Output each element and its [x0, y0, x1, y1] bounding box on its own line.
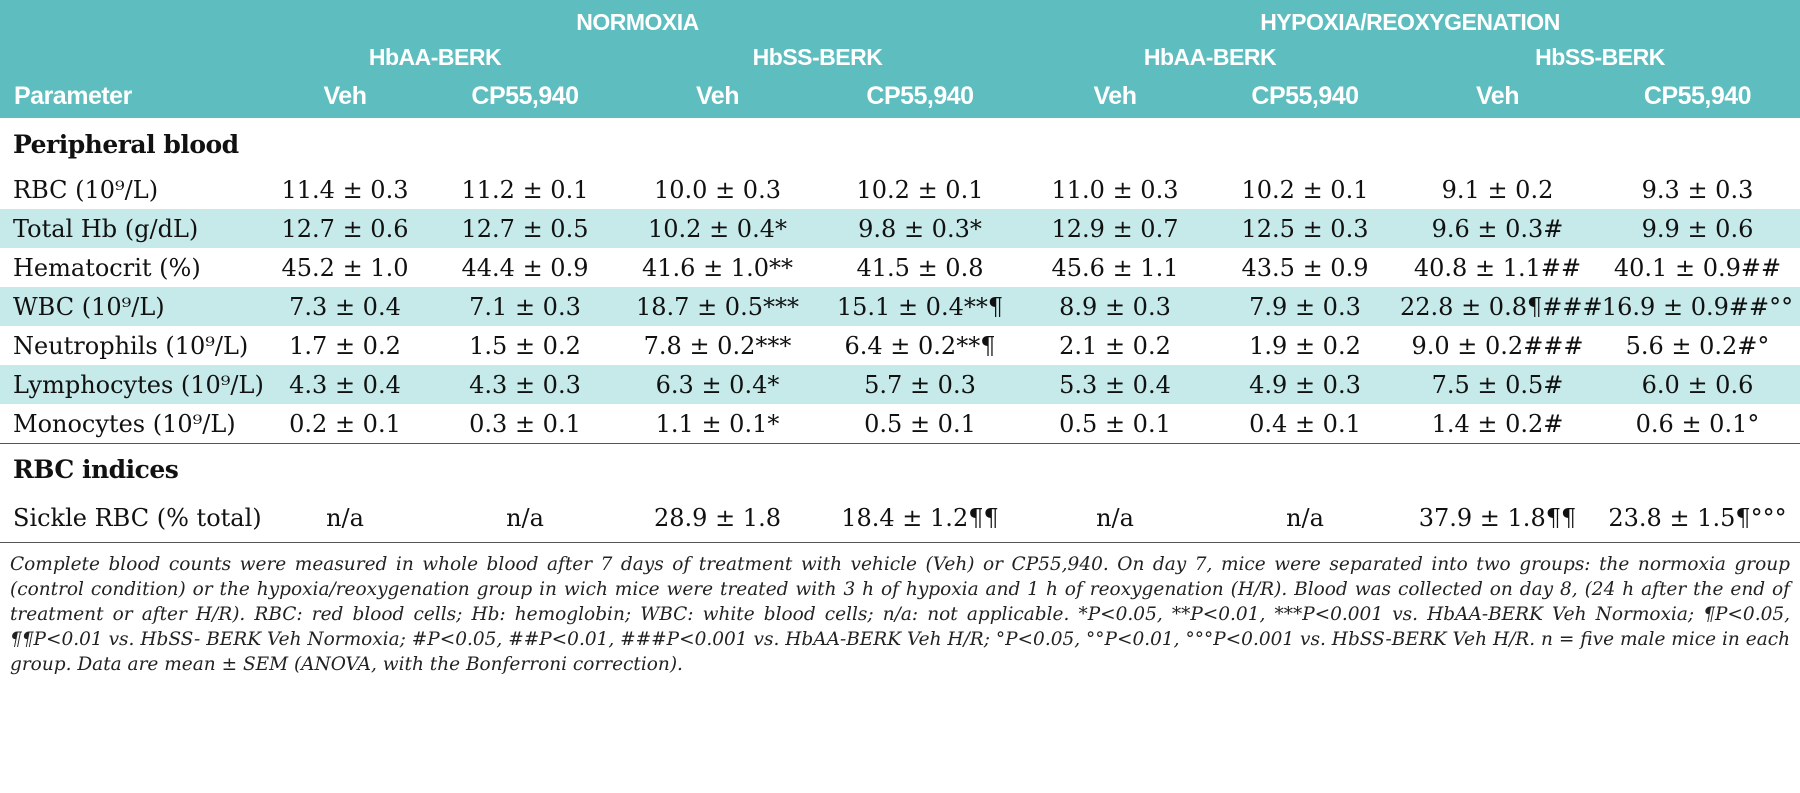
table-cell: 10.2 ± 0.1: [856, 175, 984, 204]
header-empty-cell: [0, 40, 255, 74]
table-cell: 9.9 ± 0.6: [1641, 214, 1754, 243]
table-cell: 10.2 ± 0.1: [1241, 175, 1369, 204]
table-cell: 15.1 ± 0.4**¶: [836, 292, 1004, 321]
table-cell: 11.4 ± 0.3: [281, 175, 409, 204]
table-cell: 9.3 ± 0.3: [1641, 175, 1754, 204]
table-cell: 0.5 ± 0.1: [1059, 409, 1171, 438]
footnote-text: Complete blood counts were measured in whole blood after 7 days of treatment with vehicle (Veh) or CP55,940. On day 7, mice were separated into two groups: the normoxia group (control condition) or the hypoxia/reoxygenation group in wich mice were treated with 3 h of hypoxia and 1 h of reoxygenation (H/R). Blood was collected on day 8, (24 h after the end of treatment or after H/R). RBC: red blood cells; Hb: hemoglobin; WBC: white blood cells; n/a: not applicable. *P<0.05, **P<0.01, ***P<0.001 vs. HbAA-BERK Veh Normoxia; ¶P<0.05, ¶¶P<0.01 vs. HbSS- BERK Veh Normoxia; #P<0.05, ##P<0.01, ###P<0.001 vs. HbAA-BERK Veh H/R; °P<0.05, °°P<0.01, °°°P<0.001 vs. HbSS-BERK Veh H/R. n = five male mice in each group. Data are mean ± SEM (ANOVA, with the Bonferroni correction).: [10, 554, 1790, 675]
section-row-peripheral-blood: [0, 118, 1800, 170]
table-cell: n/a: [1020, 494, 1210, 543]
table-cell: 37.9 ± 1.8¶¶: [1400, 494, 1595, 543]
table-cell: 5.7 ± 0.3: [864, 370, 976, 399]
header-subgroup-hbaa-normoxia: HbAA-BERK: [368, 44, 502, 70]
table-cell: 4.3 ± 0.3: [469, 370, 581, 399]
table-cell: 7.8 ± 0.2***: [643, 331, 792, 360]
table-cell: 4.3 ± 0.4: [289, 370, 401, 399]
table-cell: 9.1 ± 0.2: [1441, 175, 1554, 204]
table-header: [0, 0, 1800, 118]
table-cell: 10.2 ± 0.4*: [648, 214, 787, 243]
table-cell: 12.5 ± 0.3: [1241, 214, 1369, 243]
table-cell: n/a: [435, 494, 615, 543]
row-label: Sickle RBC (% total): [0, 494, 255, 543]
table-cell: 2.1 ± 0.2: [1059, 331, 1171, 360]
header-row-groups: [0, 0, 1800, 40]
table-cell: 45.6 ± 1.1: [1051, 253, 1179, 282]
table-cell: 9.6 ± 0.3#: [1431, 214, 1564, 243]
table-cell: 10.0 ± 0.3: [654, 175, 781, 204]
table-cell: 11.0 ± 0.3: [1051, 175, 1179, 204]
table-cell: 1.1 ± 0.1*: [655, 409, 780, 438]
table-row: [0, 170, 1800, 209]
header-subgroup-hbss-normoxia: HbSS-BERK: [752, 44, 883, 70]
table-cell: 1.4 ± 0.2#: [1431, 409, 1564, 438]
table-footnote: [0, 543, 1800, 677]
table-cell: 9.0 ± 0.2###: [1411, 331, 1584, 360]
table-cell: 1.7 ± 0.2: [289, 331, 401, 360]
table-cell: 6.0 ± 0.6: [1641, 370, 1754, 399]
table-cell: 16.9 ± 0.9##°°: [1601, 292, 1794, 321]
header-col-cp55940: CP55,940: [1643, 82, 1752, 110]
header-subgroup-hbaa-hr: HbAA-BERK: [1143, 44, 1277, 70]
table-cell: 11.2 ± 0.1: [461, 175, 589, 204]
table-row: [0, 326, 1800, 365]
table-cell: 12.7 ± 0.6: [281, 214, 409, 243]
table-row: [0, 287, 1800, 326]
header-row-columns: [0, 74, 1800, 118]
table-cell: 0.4 ± 0.1: [1249, 409, 1361, 438]
table-row: [0, 365, 1800, 404]
header-empty-cell: [0, 0, 255, 40]
row-label: Lymphocytes (10⁹/L): [13, 370, 264, 399]
section-row-rbc-indices: [0, 444, 1800, 495]
table-cell: 7.5 ± 0.5#: [1431, 370, 1564, 399]
table-cell: 43.5 ± 0.9: [1241, 253, 1369, 282]
table-cell: 44.4 ± 0.9: [461, 253, 589, 282]
table-cell: 0.6 ± 0.1°: [1635, 409, 1760, 438]
header-col-cp55940: CP55,940: [866, 82, 974, 110]
header-group-hypoxia-reoxygenation: HYPOXIA/REOXYGENATION: [1260, 9, 1560, 35]
header-subgroup-hbss-hr: HbSS-BERK: [1535, 44, 1665, 70]
table-row: [0, 209, 1800, 248]
table-cell: 41.6 ± 1.0**: [642, 253, 793, 282]
table-row: [0, 248, 1800, 287]
header-col-cp55940: CP55,940: [471, 82, 579, 110]
table-cell: 9.8 ± 0.3*: [858, 214, 982, 243]
table-cell: 1.5 ± 0.2: [469, 331, 581, 360]
table-cell: 23.8 ± 1.5¶°°°: [1595, 494, 1800, 543]
row-label: Neutrophils (10⁹/L): [13, 331, 249, 360]
row-label: Total Hb (g/dL): [13, 214, 199, 243]
header-col-veh: Veh: [1476, 82, 1519, 110]
header-row-subgroups: [0, 40, 1800, 74]
header-col-veh: Veh: [323, 82, 367, 110]
table-cell: 0.3 ± 0.1: [469, 409, 581, 438]
table-cell: 4.9 ± 0.3: [1249, 370, 1361, 399]
table-cell: 5.3 ± 0.4: [1059, 370, 1171, 399]
table-cell: 5.6 ± 0.2#°: [1625, 331, 1770, 360]
table-cell: 8.9 ± 0.3: [1059, 292, 1171, 321]
table-cell: 6.3 ± 0.4*: [655, 370, 780, 399]
header-col-veh: Veh: [1093, 82, 1137, 110]
table-cell: 12.9 ± 0.7: [1051, 214, 1179, 243]
header-parameter: Parameter: [14, 82, 132, 110]
table-cell: 0.5 ± 0.1: [864, 409, 976, 438]
section-title: RBC indices: [0, 444, 1800, 495]
table-cell: 0.2 ± 0.1: [289, 409, 401, 438]
table-cell: n/a: [1210, 494, 1400, 543]
table-cell: 18.7 ± 0.5***: [636, 292, 799, 321]
section-title: Peripheral blood: [13, 129, 239, 159]
table-cell: 40.1 ± 0.9##: [1613, 253, 1782, 282]
table-cell: 45.2 ± 1.0: [281, 253, 409, 282]
table-cell: n/a: [255, 494, 435, 543]
header-group-normoxia: NORMOXIA: [576, 9, 699, 35]
table-cell: 7.3 ± 0.4: [289, 292, 401, 321]
row-label: WBC (10⁹/L): [13, 292, 165, 321]
row-label: Monocytes (10⁹/L): [13, 409, 236, 438]
table-cell: 40.8 ± 1.1##: [1413, 253, 1582, 282]
table-cell: 41.5 ± 0.8: [856, 253, 984, 282]
table-cell: 28.9 ± 1.8: [615, 494, 820, 543]
row-label: Hematocrit (%): [13, 253, 201, 282]
table-body: [0, 118, 1800, 543]
table-cell: 1.9 ± 0.2: [1249, 331, 1361, 360]
table-cell: 12.7 ± 0.5: [461, 214, 589, 243]
table-cell: 18.4 ± 1.2¶¶: [820, 494, 1020, 543]
table-cell: 7.9 ± 0.3: [1249, 292, 1361, 321]
row-label: RBC (10⁹/L): [13, 175, 159, 204]
table-cell: 6.4 ± 0.2**¶: [844, 331, 996, 360]
table-row: [0, 404, 1800, 444]
header-col-veh: Veh: [696, 82, 739, 110]
header-col-cp55940: CP55,940: [1251, 82, 1359, 110]
table-cell: 7.1 ± 0.3: [469, 292, 581, 321]
table-row: [0, 494, 1800, 543]
table-cell: 22.8 ± 0.8¶###: [1400, 292, 1603, 321]
